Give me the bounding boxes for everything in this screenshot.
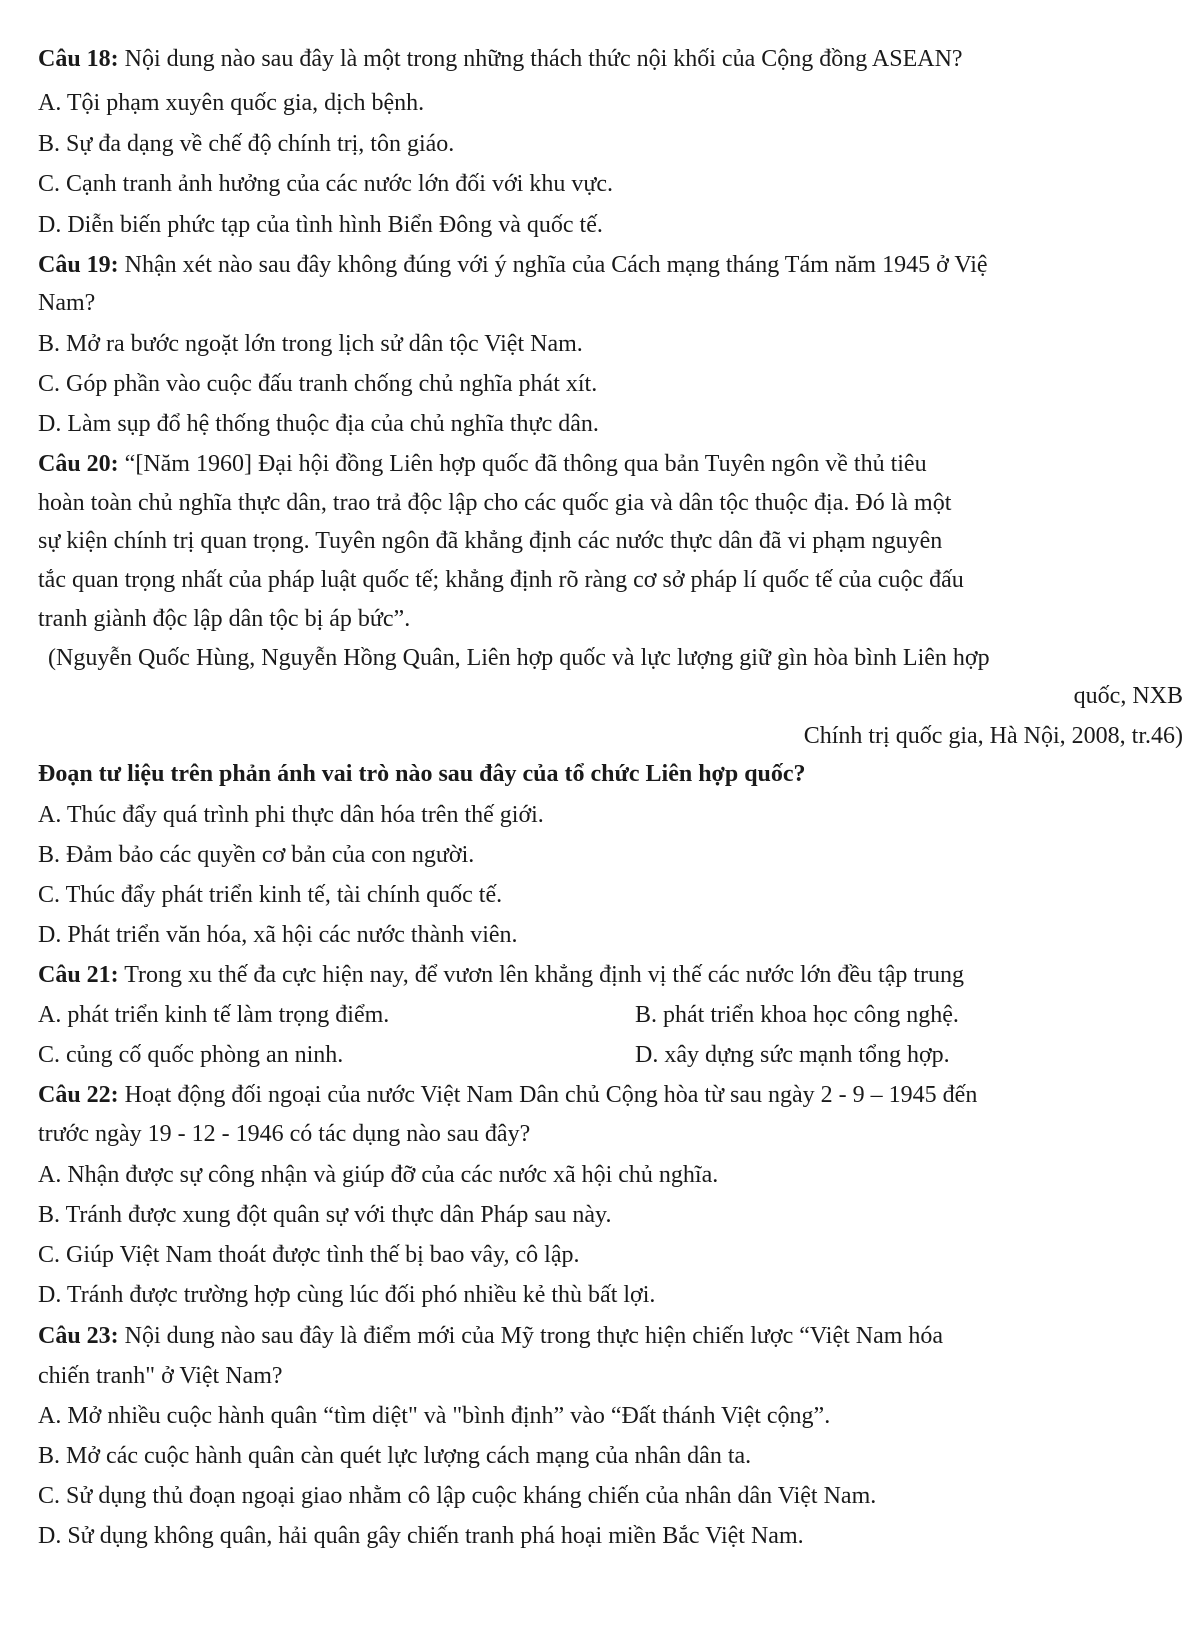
q23-option-d: D. Sử dụng không quân, hải quân gây chiến tranh phá hoại miền Bắc Việt Nam. [38, 1523, 804, 1549]
q20-source-line3: Chính trị quốc gia, Hà Nội, 2008, tr.46) [803, 723, 1183, 749]
q22-option-b: B. Tránh được xung đột quân sự với thực dân Pháp sau này. [38, 1202, 612, 1228]
q23-stem-text: Nội dung nào sau đây là điểm mới của Mỹ trong thực hiện chiến lược “Việt Nam hóa [118, 1323, 944, 1349]
q20-quote-line4: tắc quan trọng nhất của pháp luật quốc tế; khẳng định rõ ràng cơ sở pháp lí quốc tế của cuộc đấu [38, 567, 964, 593]
q18-option-b: B. Sự đa dạng về chế độ chính trị, tôn giáo. [38, 131, 455, 157]
q18-stem [38, 44, 963, 74]
q20-quote-line3: sự kiện chính trị quan trọng. Tuyên ngôn đã khẳng định các nước thực dân đã vi phạm nguyên [38, 528, 943, 554]
q21-stem-text: Trong xu thế đa cực hiện nay, để vươn lên khẳng định vị thế các nước lớn đều tập trung [118, 962, 965, 988]
q18-label: Câu 18: [38, 46, 119, 72]
q19-option-d: D. Làm sụp đổ hệ thống thuộc địa của chủ nghĩa thực dân. [38, 411, 599, 437]
q20-quote-line1: “[Năm 1960] Đại hội đồng Liên hợp quốc đã thông qua bản Tuyên ngôn về thủ tiêu [118, 451, 927, 477]
q20-option-d: D. Phát triển văn hóa, xã hội các nước thành viên. [38, 922, 518, 948]
q18-stem-text: Nội dung nào sau đây là một trong những thách thức nội khối của Cộng đồng ASEAN? [118, 46, 963, 72]
q22-option-a: A. Nhận được sự công nhận và giúp đỡ của các nước xã hội chủ nghĩa. [38, 1162, 719, 1188]
q21-option-c: C. củng cố quốc phòng an ninh. [38, 1042, 344, 1068]
q21-option-b: B. phát triển khoa học công nghệ. [635, 1002, 959, 1028]
q22-stem-text: Hoạt động đối ngoại của nước Việt Nam Dân chủ Cộng hòa từ sau ngày 2 - 9 – 1945 đến [118, 1082, 978, 1108]
q20-option-c: C. Thúc đẩy phát triển kinh tế, tài chính quốc tế. [38, 882, 503, 908]
q18-option-a: A. Tội phạm xuyên quốc gia, dịch bệnh. [38, 90, 425, 116]
q20-label: Câu 20: [38, 451, 119, 477]
q20-source-line1: (Nguyễn Quốc Hùng, Nguyễn Hồng Quân, Liên hợp quốc và lực lượng giữ gìn hòa bình Liên hợp [48, 645, 990, 671]
q20-quote-line5: tranh giành độc lập dân tộc bị áp bức”. [38, 606, 411, 632]
q23-stem-line2: chiến tranh" ở Việt Nam? [38, 1363, 283, 1389]
q21-option-d: D. xây dựng sức mạnh tổng hợp. [635, 1042, 950, 1068]
q20-source-line2: quốc, NXB [1073, 683, 1183, 709]
q19-stem [38, 250, 988, 280]
q20-question: Đoạn tư liệu trên phản ánh vai trò nào sau đây của tổ chức Liên hợp quốc? [38, 761, 806, 787]
q21-label: Câu 21: [38, 962, 119, 988]
q19-stem-text: Nhận xét nào sau đây không đúng với ý nghĩa của Cách mạng tháng Tám năm 1945 ở Việ [118, 252, 988, 278]
q23-stem [38, 1321, 943, 1351]
q18-option-d: D. Diễn biến phức tạp của tình hình Biển Đông và quốc tế. [38, 212, 603, 238]
q22-option-c: C. Giúp Việt Nam thoát được tình thế bị bao vây, cô lập. [38, 1242, 580, 1268]
q20-quote-line2: hoàn toàn chủ nghĩa thực dân, trao trả độc lập cho các quốc gia và dân tộc thuộc địa. Đó là một [38, 490, 952, 516]
q21-option-a: A. phát triển kinh tế làm trọng điểm. [38, 1002, 390, 1028]
q19-option-c: C. Góp phần vào cuộc đấu tranh chống chủ nghĩa phát xít. [38, 371, 598, 397]
q20-option-b: B. Đảm bảo các quyền cơ bản của con người. [38, 842, 475, 868]
q22-option-d: D. Tránh được trường hợp cùng lúc đối phó nhiều kẻ thù bất lợi. [38, 1282, 656, 1308]
q21-stem [38, 960, 964, 990]
q20-quote [38, 449, 927, 479]
q23-option-c: C. Sử dụng thủ đoạn ngoại giao nhằm cô lập cuộc kháng chiến của nhân dân Việt Nam. [38, 1483, 877, 1509]
q19-option-b: B. Mở ra bước ngoặt lớn trong lịch sử dân tộc Việt Nam. [38, 331, 583, 357]
q20-option-a: A. Thúc đẩy quá trình phi thực dân hóa trên thế giới. [38, 802, 544, 828]
q23-option-b: B. Mở các cuộc hành quân càn quét lực lượng cách mạng của nhân dân ta. [38, 1443, 752, 1469]
q19-label: Câu 19: [38, 252, 119, 278]
q22-stem [38, 1080, 977, 1110]
q22-stem-line2: trước ngày 19 - 12 - 1946 có tác dụng nào sau đây? [38, 1121, 531, 1147]
q23-option-a: A. Mở nhiều cuộc hành quân “tìm diệt" và "bình định” vào “Đất thánh Việt cộng”. [38, 1403, 831, 1429]
q22-label: Câu 22: [38, 1082, 119, 1108]
q19-stem-line2: Nam? [38, 290, 96, 316]
q23-label: Câu 23: [38, 1323, 119, 1349]
q18-option-c: C. Cạnh tranh ảnh hưởng của các nước lớn đối với khu vực. [38, 171, 613, 197]
